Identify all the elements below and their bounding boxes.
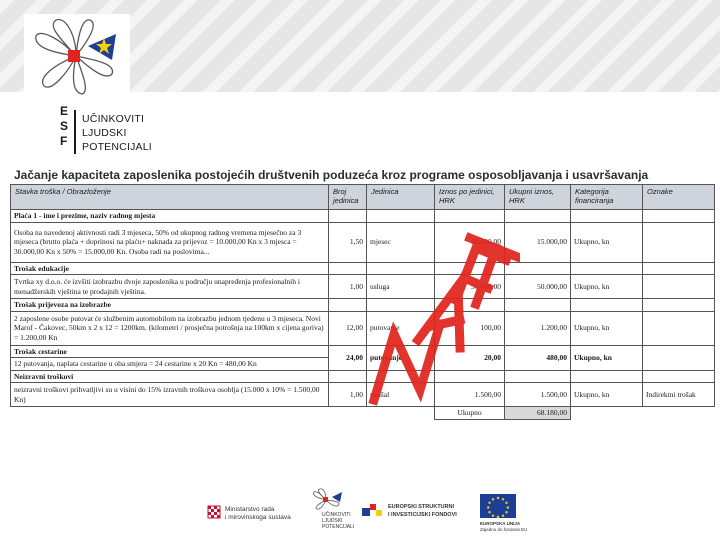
column-header: Broj jedinica bbox=[329, 185, 367, 210]
total-row bbox=[11, 407, 715, 420]
esf-word: LJUDSKI bbox=[82, 127, 127, 139]
eu-funds-line: EUROPSKI STRUKTURNI bbox=[388, 504, 455, 510]
row-total: 1.200,00 bbox=[505, 311, 571, 345]
esf-small-word: LJUDSKI bbox=[322, 518, 343, 524]
eu-funds-line: I INVESTICIJSKI FONDOVI bbox=[388, 511, 457, 518]
eu-union-line: EUROPSKA UNIJA bbox=[480, 521, 521, 526]
row-total: 50.000,00 bbox=[505, 275, 571, 299]
row-description: Osoba na navedenoj aktivnosti radi 3 mjeseca, 50% od ukupnog radnog vremena mjesečno za 3 mjeseca (brutto plaća + doprinosi na plaću+ naknada za prijevoz = 10.000,00 Kn x 3 mjesca = 30.000,00 Kn x 50% = 15.000,00 Kn. Osoba radi na poslovima... bbox=[11, 222, 329, 262]
row-description: Tvrtka xy d.o.o. će izvšiti izobrazbu dvoje zaposlenika u području unapređenja profesionalnih i menadžerskih vještina te prodajnih vještina. bbox=[11, 275, 329, 299]
row-description: neizravni troškovi prihvatljivi su u visini do 15% izravnih troškova osoblja (15.000 x 10% = 1.500,00 Kn) bbox=[11, 383, 329, 407]
table-row bbox=[11, 383, 715, 407]
eu-funds-flag-icon bbox=[362, 502, 384, 520]
row-units: 24,00 bbox=[329, 345, 367, 370]
document-title: Jačanje kapaciteta zaposlenika postojećih društvenih poduzeća kroz programe osposobljavanja i usavršavanja bbox=[14, 168, 649, 182]
column-header: Jedinica bbox=[367, 185, 435, 210]
esf-divider bbox=[74, 110, 76, 154]
row-note: Indirektni trošak bbox=[643, 383, 715, 407]
row-unit: putovanje bbox=[367, 311, 435, 345]
section-heading: Trošak cestarine bbox=[11, 345, 329, 358]
esf-letter: F bbox=[60, 134, 68, 148]
section-heading-row bbox=[11, 345, 715, 358]
row-units: 12,00 bbox=[329, 311, 367, 345]
row-unit-price: 10.000,00 bbox=[435, 222, 505, 262]
eu-flag-icon bbox=[480, 494, 516, 518]
row-units: 1,00 bbox=[329, 275, 367, 299]
row-total: 1.500,00 bbox=[505, 383, 571, 407]
row-unit-price: 100,00 bbox=[435, 311, 505, 345]
column-header: Kategorija financiranja bbox=[571, 185, 643, 210]
row-description: 2 zaposlene osobe putovat će službenim automobilom na izobrazbu jednom tjedenu u 3 mjeseca. Novi Marof - Čakovec, 50km x 2 x 12 = 1200km. (kilometri / prosječna potrošnja na 100km x cijena goriva) = 1.200,00 Kn bbox=[11, 311, 329, 345]
esf-small-word: POTENCIJALI bbox=[322, 524, 355, 530]
row-unit-price: 20,00 bbox=[435, 345, 505, 370]
row-unit: usluga bbox=[367, 275, 435, 299]
table-row bbox=[11, 311, 715, 345]
section-heading: Trošak prijevoza na izobrazbe bbox=[11, 299, 329, 312]
esf-letter: S bbox=[60, 119, 69, 133]
esf-flower-icon bbox=[308, 488, 348, 510]
section-heading-row bbox=[11, 299, 715, 312]
eu-union-line: Zajedno do fondova EU bbox=[480, 526, 528, 532]
section-heading: Plaća 1 - ime i prezime, naziv radnog mjesta bbox=[11, 210, 329, 223]
section-heading-row bbox=[11, 210, 715, 223]
row-unit: putovanje bbox=[367, 345, 435, 370]
row-category: Ukupno, kn bbox=[571, 383, 643, 407]
row-description: 12 putovanja, naplata cestarine u oba smjera = 24 cestarine x 20 Kn = 480,00 Kn bbox=[11, 358, 329, 371]
esf-word: UČINKOVITI bbox=[82, 113, 145, 125]
column-header: Oznake bbox=[643, 185, 715, 210]
esf-letters bbox=[60, 104, 70, 149]
section-heading: Neizravni troškovi bbox=[11, 370, 329, 383]
row-note bbox=[643, 222, 715, 262]
row-category: Ukupno, kn bbox=[571, 222, 643, 262]
table-header-row bbox=[11, 185, 715, 210]
column-header: Ukupni iznos, HRK bbox=[505, 185, 571, 210]
esf-small-logo bbox=[308, 488, 358, 530]
row-category: Ukupno, kn bbox=[571, 345, 643, 370]
section-heading-row bbox=[11, 262, 715, 275]
row-units: 1,50 bbox=[329, 222, 367, 262]
croatian-coat-of-arms-icon bbox=[206, 504, 222, 520]
esf-small-word: UČINKOVITI bbox=[322, 512, 351, 518]
section-heading-row bbox=[11, 370, 715, 383]
esf-letter: E bbox=[60, 104, 69, 118]
esf-words bbox=[82, 112, 152, 154]
total-label: Ukupno bbox=[435, 407, 505, 420]
row-category: Ukupno, kn bbox=[571, 311, 643, 345]
row-units: 1,00 bbox=[329, 383, 367, 407]
row-note bbox=[643, 345, 715, 370]
eu-logo bbox=[480, 494, 540, 532]
table-row bbox=[11, 222, 715, 262]
total-value: 68.180,00 bbox=[505, 407, 571, 420]
row-total: 480,00 bbox=[505, 345, 571, 370]
footer-logos bbox=[0, 486, 720, 540]
ministry-name-line: i mirovinskoga sustava bbox=[225, 514, 291, 521]
row-total: 15.000,00 bbox=[505, 222, 571, 262]
esf-word: POTENCIJALI bbox=[82, 141, 152, 153]
table-row bbox=[11, 275, 715, 299]
column-header: Iznos po jedinici, HRK bbox=[435, 185, 505, 210]
row-note bbox=[643, 275, 715, 299]
row-category: Ukupno, kn bbox=[571, 275, 643, 299]
cost-table bbox=[10, 184, 715, 420]
ministry-name-line: Ministarstvo rada bbox=[225, 506, 275, 513]
section-heading: Trošak edukacije bbox=[11, 262, 329, 275]
esf-logo bbox=[24, 14, 152, 153]
row-note bbox=[643, 311, 715, 345]
esf-flower-icon bbox=[28, 16, 128, 96]
column-header: Stavka troška / Obrazloženje bbox=[11, 185, 329, 210]
row-unit: paušal bbox=[367, 383, 435, 407]
row-unit-price: 1.500,00 bbox=[435, 383, 505, 407]
row-unit: mjesec bbox=[367, 222, 435, 262]
row-unit-price: 50.000,00 bbox=[435, 275, 505, 299]
